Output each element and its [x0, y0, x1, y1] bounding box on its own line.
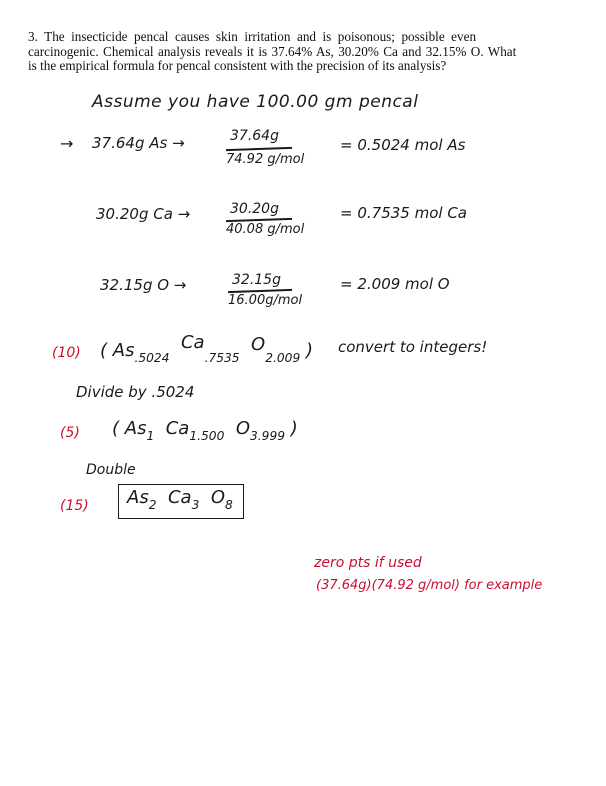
- convert-note: convert to integers!: [338, 338, 488, 356]
- formula-2-ca-sub: 1.500: [189, 428, 225, 443]
- formula-2-ca: Ca: [165, 418, 190, 439]
- formula-2-open-paren: (: [112, 418, 120, 439]
- row-ca-denominator: 40.08 g/mol: [226, 222, 305, 237]
- row-as-fraction-bar: [226, 147, 292, 151]
- final-empirical-formula: [118, 484, 244, 519]
- row-as-arrow: →: [60, 134, 74, 153]
- row-o-result: = 2.009 mol O: [340, 275, 450, 293]
- formula-1-open-paren: (: [100, 340, 108, 361]
- formula-2: [112, 418, 298, 443]
- row-as-given: 37.64g As →: [92, 134, 185, 152]
- formula-1-as-sub: .5024: [134, 350, 170, 365]
- final-o-sub: 8: [224, 497, 233, 512]
- formula-2-as: As: [124, 418, 147, 439]
- problem-line-2: carcinogenic. Chemical analysis reveals it is 37.64% As, 30.20% Ca and 32.15% O. What: [28, 43, 517, 59]
- formula-2-o: O: [235, 418, 250, 439]
- problem-line-3: is the empirical formula for pencal consistent with the precision of its analysis?: [28, 58, 447, 73]
- row-o-denominator: 16.00g/mol: [228, 293, 303, 308]
- formula-2-o-sub: 3.999: [249, 428, 286, 443]
- row-ca-result: = 0.7535 mol Ca: [340, 204, 467, 222]
- row-ca-given: 30.20g Ca →: [96, 205, 191, 223]
- formula-1-o: O: [251, 334, 266, 355]
- final-o: O: [210, 487, 225, 508]
- points-mark-10: (10): [52, 345, 81, 361]
- final-as: As: [127, 487, 149, 508]
- points-mark-5: (5): [60, 425, 80, 441]
- grader-note-line-2: (37.64g)(74.92 g/mol) for example: [316, 578, 543, 593]
- row-as-numerator: 37.64g: [230, 128, 279, 144]
- formula-1-o-sub: 2.009: [265, 350, 301, 365]
- row-as-denominator: 74.92 g/mol: [226, 152, 305, 167]
- formula-1-close-paren: ): [305, 340, 314, 361]
- formula-1: [100, 332, 314, 365]
- problem-statement: [28, 30, 588, 74]
- row-ca-numerator: 30.20g: [230, 201, 279, 217]
- points-mark-15: (15): [60, 498, 89, 514]
- row-o-given: 32.15g O →: [100, 276, 187, 294]
- divide-step: Divide by .5024: [76, 383, 195, 401]
- final-ca-sub: 3: [191, 497, 200, 512]
- grader-note-line-1: zero pts if used: [314, 555, 422, 571]
- row-o-numerator: 32.15g: [232, 272, 281, 288]
- double-step: Double: [86, 462, 136, 478]
- formula-1-as: As: [112, 340, 135, 361]
- formula-2-close-paren: ): [290, 418, 298, 439]
- final-as-sub: 2: [148, 497, 157, 512]
- formula-1-ca: Ca: [180, 332, 205, 353]
- formula-2-as-sub: 1: [146, 428, 155, 443]
- row-as-result: = 0.5024 mol As: [340, 136, 466, 154]
- problem-line-1: 3. The insecticide pencal causes skin irritation and is poisonous; possible even: [28, 29, 477, 44]
- assumption-text: Assume you have 100.00 gm pencal: [92, 92, 419, 112]
- final-ca: Ca: [167, 487, 192, 508]
- formula-1-ca-sub: .7535: [204, 350, 240, 365]
